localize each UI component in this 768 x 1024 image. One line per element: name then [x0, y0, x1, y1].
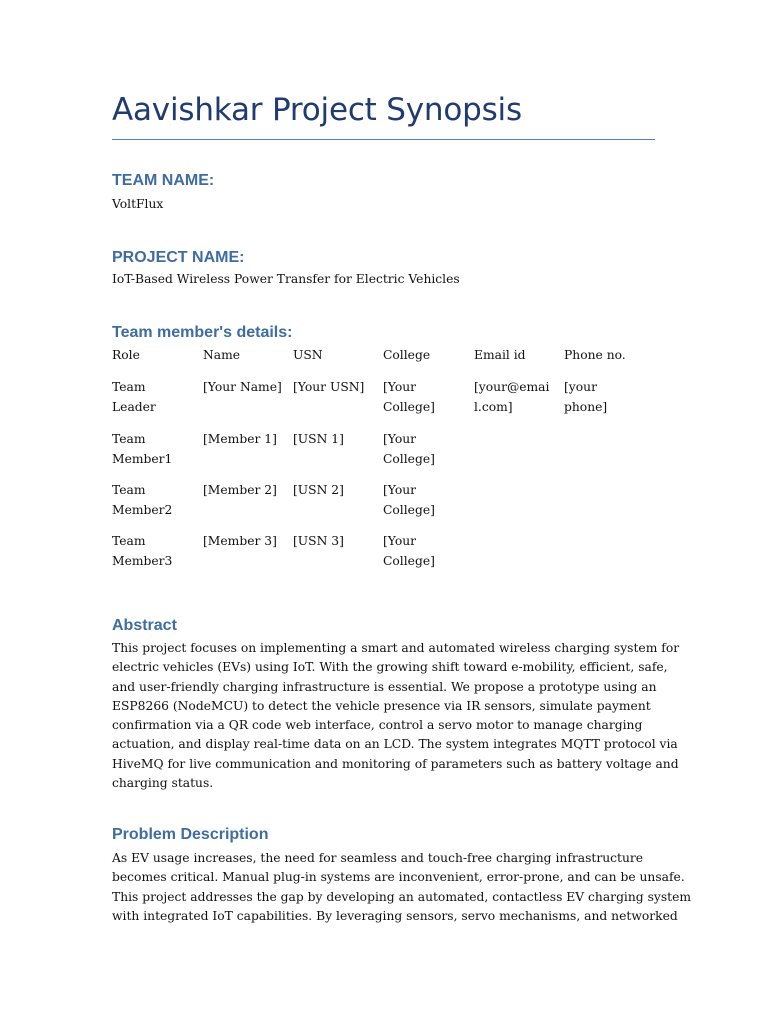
table-cell-usn: [USN 1]	[293, 432, 344, 446]
table-cell-role: Team Member3	[112, 534, 173, 568]
abstract-line: ESP8266 (NodeMCU) to detect the vehicle presence via IR sensors, simulate payment	[112, 698, 651, 713]
table-cell-college: [Your College]	[383, 483, 435, 517]
table-cell-name: [Member 2]	[203, 483, 277, 497]
problem-paragraph	[112, 849, 692, 926]
members-heading: Team member's details:	[112, 324, 293, 341]
abstract-line: This project focuses on implementing a smart and automated wireless charging system for	[112, 641, 680, 655]
document-title: Aavishkar Project Synopsis	[112, 92, 522, 128]
column-header-phone: Phone no.	[564, 348, 626, 362]
problem-line: becomes critical. Manual plug-in systems are inconvenient, error-prone, and can be unsafe.	[112, 870, 685, 885]
column-header-email: Email id	[474, 348, 526, 362]
project-name-value: IoT-Based Wireless Power Transfer for Electric Vehicles	[112, 272, 460, 286]
table-cell-role: Team Leader	[112, 380, 156, 414]
problem-line: This project addresses the gap by developing an automated, contactless EV charging system	[112, 889, 692, 904]
table-cell-email: [your@emai l.com]	[474, 380, 550, 414]
table-cell-role: Team Member1	[112, 432, 173, 466]
abstract-line: confirmation via a QR code web interface, control a servo motor to manage charging	[112, 718, 643, 733]
column-header-role: Role	[112, 348, 140, 362]
abstract-line: actuation, and display real-time data on an LCD. The system integrates MQTT protocol via	[112, 737, 678, 752]
team-name-heading: TEAM NAME:	[112, 172, 215, 189]
problem-heading: Problem Description	[112, 826, 269, 843]
table-cell-college: [Your College]	[383, 534, 435, 568]
abstract-line: and user-friendly charging infrastructure is essential. We propose a prototype using an	[112, 679, 657, 694]
table-cell-phone: [your phone]	[564, 380, 608, 414]
table-cell-role: Team Member2	[112, 483, 173, 517]
abstract-line: charging status.	[112, 776, 214, 791]
abstract-heading: Abstract	[112, 617, 177, 634]
table-cell-college: [Your College]	[383, 380, 435, 414]
column-header-college: College	[383, 348, 431, 362]
team-name-value: VoltFlux	[112, 197, 164, 211]
table-cell-name: [Your Name]	[203, 380, 282, 394]
table-cell-usn: [USN 2]	[293, 483, 344, 497]
project-name-heading: PROJECT NAME:	[112, 249, 245, 266]
abstract-line: HiveMQ for live communication and monitoring of parameters such as battery voltage and	[112, 756, 679, 771]
table-cell-name: [Member 1]	[203, 432, 277, 446]
column-header-usn: USN	[293, 348, 323, 362]
table-cell-college: [Your College]	[383, 432, 435, 466]
abstract-line: electric vehicles (EVs) using IoT. With the growing shift toward e-mobility, efficient, safe,	[112, 660, 668, 675]
title-underline	[112, 139, 655, 140]
table-cell-name: [Member 3]	[203, 534, 277, 548]
problem-line: with integrated IoT capabilities. By leveraging sensors, servo mechanisms, and networked	[112, 908, 678, 923]
column-header-name: Name	[203, 348, 241, 362]
table-cell-usn: [USN 3]	[293, 534, 344, 548]
abstract-paragraph	[112, 639, 680, 793]
table-cell-usn: [Your USN]	[293, 380, 365, 394]
problem-line: As EV usage increases, the need for seamless and touch-free charging infrastructure	[112, 851, 644, 865]
